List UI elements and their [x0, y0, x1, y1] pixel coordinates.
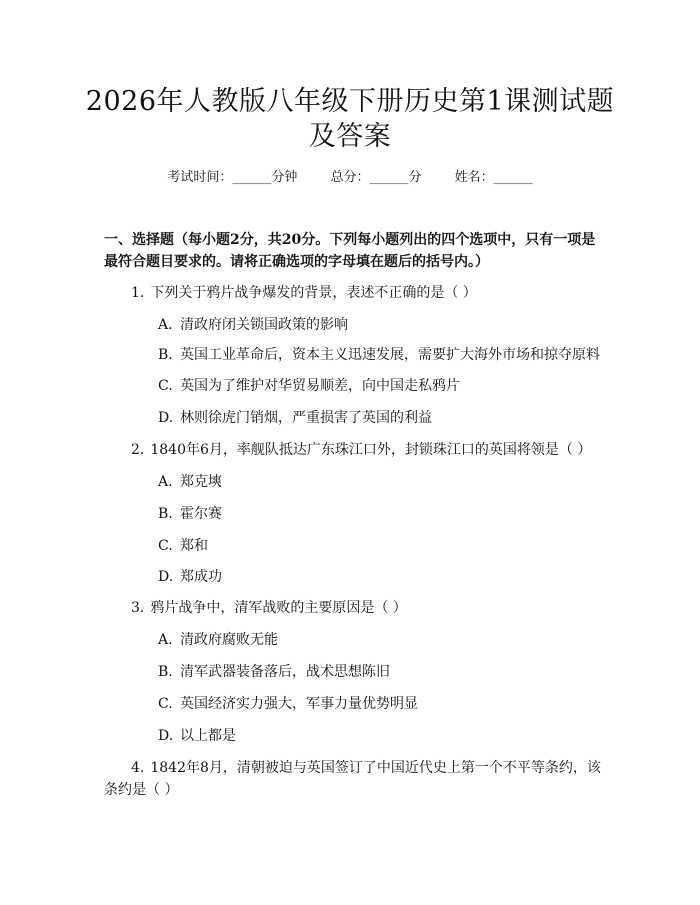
- option-3b: [158, 661, 618, 683]
- option-letter: B.: [158, 664, 173, 680]
- question-number: 1.: [131, 285, 145, 301]
- option-2d: [158, 566, 618, 588]
- option-3a: [158, 629, 618, 651]
- option-text: 清政府腐败无能: [180, 632, 278, 648]
- option-text: 郑成功: [180, 569, 222, 585]
- question-4-continuation: 条约是（ ）: [104, 782, 179, 798]
- option-text: 英国工业革命后，资本主义迅速发展，需要扩大海外市场和掠夺原料: [180, 347, 600, 363]
- option-3d: [158, 725, 618, 747]
- option-1b: [158, 344, 618, 366]
- option-text: 英国为了维护对华贸易顺差，向中国走私鸦片: [180, 378, 460, 394]
- option-1a: [158, 314, 618, 336]
- question-text: 下列关于鸦片战争爆发的背景，表述不正确的是（ ）: [150, 285, 477, 301]
- option-text: 英国经济实力强大，军事力量优势明显: [180, 696, 418, 712]
- option-1d: [158, 407, 618, 429]
- section-heading-line2: 最符合题目要求的。请将正确选项的字母填在题后的括号内。）: [104, 254, 489, 270]
- option-text: 林则徐虎门销烟，严重损害了英国的利益: [180, 410, 432, 426]
- option-text: 以上都是: [180, 728, 236, 744]
- question-number: 2.: [131, 442, 145, 458]
- score-label: 总分：: [330, 170, 370, 185]
- option-text: 清军武器装备落后，战术思想陈旧: [180, 664, 390, 680]
- exam-meta: [0, 168, 700, 188]
- option-letter: A.: [158, 632, 173, 648]
- score-blank: ______: [369, 170, 409, 185]
- option-letter: D.: [158, 728, 174, 744]
- option-text: 霍尔赛: [180, 506, 222, 522]
- option-letter: C.: [158, 696, 173, 712]
- time-blank: ______: [232, 170, 272, 185]
- page-title-line1: 2026年人教版八年级下册历史第1课测试题: [85, 86, 615, 117]
- score-unit: 分: [408, 170, 422, 185]
- name-blank: ______: [493, 170, 533, 185]
- question-number: 3.: [131, 600, 145, 616]
- option-letter: D.: [158, 410, 174, 426]
- option-letter: D.: [158, 569, 174, 585]
- option-letter: C.: [158, 538, 173, 554]
- question-text: 1842年8月，清朝被迫与英国签订了中国近代史上第一个不平等条约，该: [150, 760, 601, 776]
- option-letter: C.: [158, 378, 173, 394]
- option-text: 郑和: [180, 538, 208, 554]
- question-4: [131, 757, 611, 779]
- option-letter: B.: [158, 506, 173, 522]
- option-text: 郑克塽: [180, 474, 222, 490]
- option-2b: [158, 503, 618, 525]
- section-heading-line1: 一、选择题（每小题2分，共20分。下列每小题列出的四个选项中，只有一项是: [104, 232, 596, 248]
- option-letter: A.: [158, 474, 173, 490]
- option-letter: A.: [158, 317, 173, 333]
- option-2c: [158, 535, 618, 557]
- question-2: [131, 439, 611, 461]
- question-1: [131, 282, 611, 304]
- question-text: 1840年6月，率舰队抵达广东珠江口外，封锁珠江口的英国将领是（ ）: [150, 442, 592, 458]
- question-3: [131, 597, 611, 619]
- time-unit: 分钟: [271, 170, 298, 185]
- question-text: 鸦片战争中，清军战败的主要原因是（ ）: [150, 600, 407, 616]
- option-3c: [158, 693, 618, 715]
- option-text: 清政府闭关锁国政策的影响: [180, 317, 348, 333]
- option-1c: [158, 375, 618, 397]
- question-number: 4.: [131, 760, 145, 776]
- time-label: 考试时间：: [167, 170, 233, 185]
- option-2a: [158, 471, 618, 493]
- option-letter: B.: [158, 347, 173, 363]
- name-label: 姓名：: [454, 170, 494, 185]
- page-title-line2: 及答案: [308, 121, 392, 152]
